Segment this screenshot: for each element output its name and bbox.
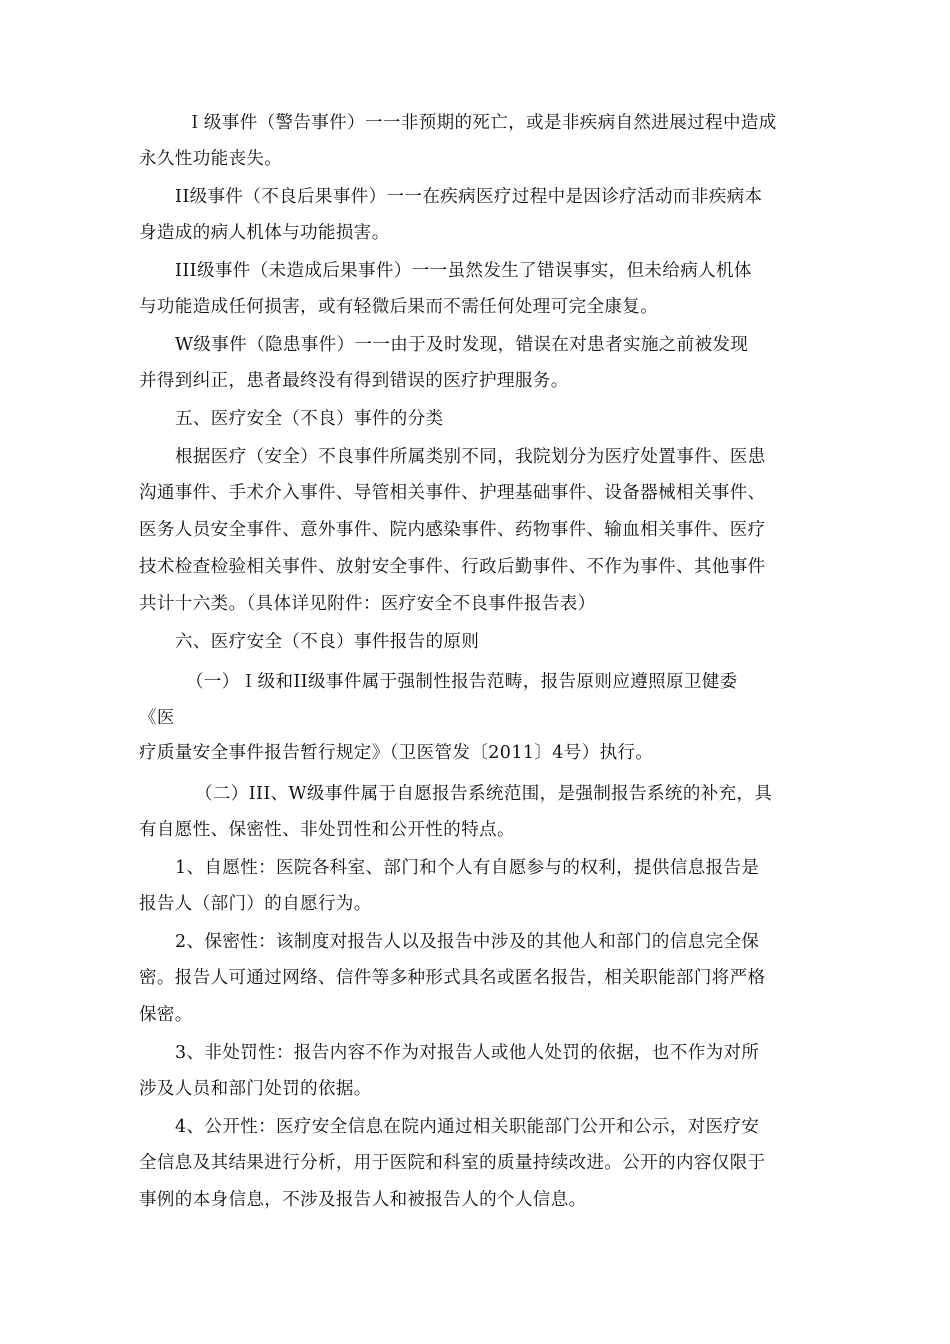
text-line: 技术检查检验相关事件、放射安全事件、行政后勤事件、不作为事件、其他事件	[139, 557, 766, 577]
section-heading: 五、医疗安全（不良）事件的分类	[175, 409, 444, 429]
text-line: 沟通事件、手术介入事件、导管相关事件、护理基础事件、设备器械相关事件、	[139, 483, 766, 503]
text-line: 事例的本身信息，不涉及报告人和被报告人的个人信息。	[139, 1190, 587, 1210]
text-line: 1、自愿性：医院各科室、部门和个人有自愿参与的权利，提供信息报告是	[175, 858, 760, 878]
text-line: 保密。	[139, 1005, 193, 1025]
text-line: 医务人员安全事件、意外事件、院内感染事件、药物事件、输血相关事件、医疗	[139, 520, 766, 540]
text-line: 3、非处罚性：报告内容不作为对报告人或他人处罚的依据，也不作为对所	[175, 1043, 760, 1063]
text-line: W级事件（隐患事件）一一由于及时发现，错误在对患者实施之前被发现	[175, 335, 749, 355]
text-line: 疗质量安全事件报告暂行规定》（卫医管发〔2011〕4号）执行。	[139, 743, 654, 763]
text-line: II级事件（不良后果事件）一一在疾病医疗过程中是因诊疗活动而非疾病本	[175, 187, 763, 207]
text-line: 《医	[139, 708, 175, 728]
text-line: 有自愿性、保密性、非处罚性和公开性的特点。	[139, 820, 515, 840]
text-line: 并得到纠正，患者最终没有得到错误的医疗护理服务。	[139, 371, 569, 391]
section-heading: 六、医疗安全（不良）事件报告的原则	[175, 632, 480, 652]
text-line: Ｉ级事件（警告事件）一一非预期的死亡，或是非疾病自然进展过程中造成	[186, 113, 777, 133]
text-line: 涉及人员和部门处罚的依据。	[139, 1079, 372, 1099]
text-line: III级事件（未造成后果事件）一一虽然发生了错误事实，但未给病人机体	[175, 261, 752, 281]
text-line: 密。报告人可通过网络、信件等多种形式具名或匿名报告，相关职能部门将严格	[139, 968, 766, 988]
text-line: 全信息及其结果进行分析，用于医院和科室的质量持续改进。公开的内容仅限于	[139, 1153, 766, 1173]
text-line: 报告人（部门）的自愿行为。	[139, 894, 372, 914]
text-line: 身造成的病人机体与功能损害。	[139, 223, 390, 243]
text-line: 4、公开性：医疗安全信息在院内通过相关职能部门公开和公示，对医疗安	[175, 1117, 760, 1137]
text-line: 根据医疗（安全）不良事件所属类别不同，我院划分为医疗处置事件、医患	[175, 447, 766, 467]
text-line: （一）Ｉ级和II级事件属于强制性报告范畴，报告原则应遵照原卫健委	[186, 672, 738, 692]
text-line: 2、保密性：该制度对报告人以及报告中涉及的其他人和部门的信息完全保	[175, 932, 760, 952]
text-line: （二）III、W级事件属于自愿报告系统范围，是强制报告系统的补充，具	[195, 784, 773, 804]
text-line: 与功能造成任何损害，或有轻微后果而不需任何处理可完全康复。	[139, 297, 659, 317]
text-line: 永久性功能丧失。	[139, 149, 283, 169]
text-line: 共计十六类。（具体详见附件：医疗安全不良事件报告表）	[139, 594, 596, 614]
